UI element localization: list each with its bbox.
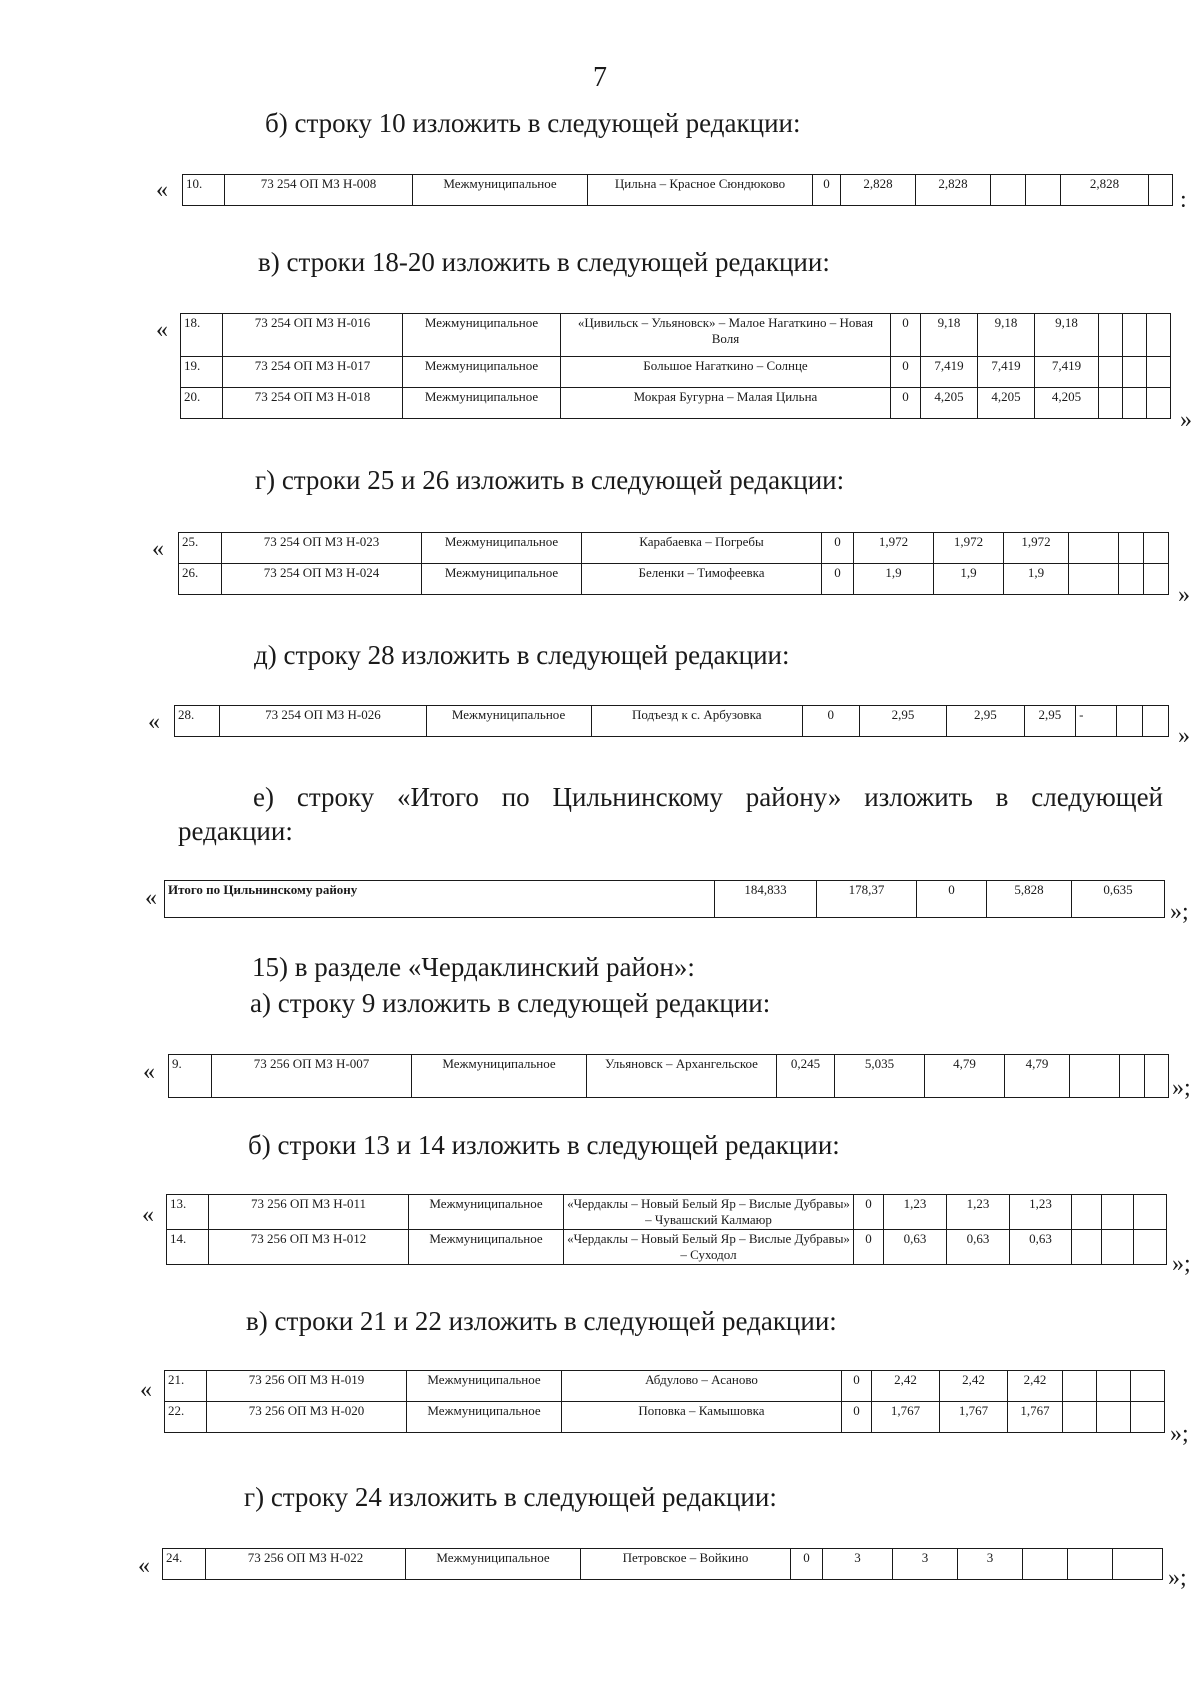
table-row [165, 1402, 1165, 1433]
table-row [167, 1230, 1167, 1265]
value-cell: 3 [958, 1549, 1023, 1580]
value-cell: 4,205 [978, 388, 1035, 419]
value-cell: 2,95 [947, 706, 1024, 737]
table-row [169, 1055, 1169, 1098]
value-cell [1143, 706, 1169, 737]
value-cell: 1,9 [854, 564, 934, 595]
value-cell [1134, 1230, 1167, 1265]
road-type: Межмуниципальное [403, 357, 561, 388]
road-type: Межмуниципальное [412, 1055, 587, 1098]
open-quote: « [140, 1377, 152, 1403]
value-cell: 1,972 [1004, 533, 1069, 564]
table-row [179, 533, 1169, 564]
road-table [168, 1054, 1169, 1098]
section-heading: г) строку 24 изложить в следующей редакции: [244, 1482, 777, 1512]
value-cell: 2,95 [859, 706, 947, 737]
value-cell [1069, 564, 1119, 595]
road-table [166, 1194, 1167, 1265]
value-cell: 0 [891, 314, 921, 357]
road-type: Межмуниципальное [426, 706, 591, 737]
value-cell: 7,419 [921, 357, 978, 388]
table-row [181, 314, 1171, 357]
value-cell: 0,63 [947, 1230, 1010, 1265]
row-number: 24. [163, 1549, 206, 1580]
road-code: 73 254 ОП МЗ Н-017 [223, 357, 403, 388]
value-cell: 7,419 [1035, 357, 1099, 388]
value-cell: 4,205 [1035, 388, 1099, 419]
open-quote: « [142, 1202, 154, 1228]
road-name: Поповка – Камышовка [562, 1402, 842, 1433]
value-cell [1070, 1055, 1120, 1098]
value-cell: 1,972 [854, 533, 934, 564]
page-number: 7 [593, 62, 607, 93]
table-row [165, 1371, 1165, 1402]
total-paragraph [178, 780, 1163, 848]
value-cell: 1,23 [884, 1195, 947, 1230]
total-value: 178,37 [817, 881, 917, 918]
value-cell [1123, 357, 1147, 388]
road-name: Карабаевка – Погребы [582, 533, 822, 564]
value-cell: 0,245 [777, 1055, 835, 1098]
table-row [175, 706, 1169, 737]
value-cell: 0 [791, 1549, 823, 1580]
road-code: 73 254 ОП МЗ Н-024 [222, 564, 422, 595]
value-cell: 1,767 [872, 1402, 940, 1433]
value-cell: 0 [891, 357, 921, 388]
value-cell: 7,419 [978, 357, 1035, 388]
value-cell: 1,23 [1010, 1195, 1072, 1230]
road-code: 73 256 ОП МЗ Н-012 [209, 1230, 409, 1265]
value-cell [1123, 388, 1147, 419]
value-cell [1123, 314, 1147, 357]
value-cell [1063, 1402, 1097, 1433]
value-cell: 1,972 [934, 533, 1004, 564]
close-quote: »; [1170, 1421, 1189, 1447]
row-number: 22. [165, 1402, 207, 1433]
value-cell: 2,42 [940, 1371, 1008, 1402]
value-cell [1147, 388, 1171, 419]
value-cell: 4,79 [1005, 1055, 1070, 1098]
value-cell [1099, 388, 1123, 419]
value-cell [1134, 1195, 1167, 1230]
value-cell [1120, 1055, 1145, 1098]
close-quote: : [1180, 187, 1187, 213]
close-quote: »; [1172, 1075, 1191, 1101]
road-name: Абдулово – Асаново [562, 1371, 842, 1402]
road-type: Межмуниципальное [422, 533, 582, 564]
value-cell [1069, 533, 1119, 564]
total-value: 0 [917, 881, 987, 918]
value-cell [1072, 1195, 1102, 1230]
value-cell: 1,23 [947, 1195, 1010, 1230]
road-name: Петровское – Войкино [581, 1549, 791, 1580]
road-table [178, 532, 1169, 595]
total-value: 0,635 [1072, 881, 1165, 918]
road-name: Беленки – Тимофеевка [582, 564, 822, 595]
open-quote: « [145, 885, 157, 911]
road-type: Межмуниципальное [403, 314, 561, 357]
value-cell: 2,828 [1061, 175, 1149, 206]
value-cell [1119, 564, 1144, 595]
row-number: 26. [179, 564, 222, 595]
section-heading: б) строку 10 изложить в следующей редакции: [265, 108, 801, 138]
road-name: «Чердаклы – Новый Белый Яр – Вислые Дубравы» – Чувашский Калмаюр [564, 1195, 854, 1230]
value-cell: 1,767 [1008, 1402, 1063, 1433]
section-heading: в) строки 21 и 22 изложить в следующей редакции: [246, 1306, 837, 1336]
road-code: 73 254 ОП МЗ Н-018 [223, 388, 403, 419]
value-cell: 1,9 [934, 564, 1004, 595]
table-row [181, 388, 1171, 419]
value-cell: 2,828 [841, 175, 916, 206]
value-cell [1063, 1371, 1097, 1402]
value-cell [1023, 1549, 1068, 1580]
value-cell: 3 [893, 1549, 958, 1580]
open-quote: « [152, 536, 164, 562]
road-table [180, 313, 1171, 419]
value-cell [1144, 564, 1169, 595]
road-type: Межмуниципальное [407, 1402, 562, 1433]
value-cell: 3 [823, 1549, 893, 1580]
value-cell: 0 [802, 706, 859, 737]
road-name: Большое Нагаткино – Солнце [561, 357, 891, 388]
value-cell: 5,035 [835, 1055, 925, 1098]
section-heading: б) строки 13 и 14 изложить в следующей редакции: [248, 1130, 840, 1160]
section-heading: г) строки 25 и 26 изложить в следующей редакции: [255, 465, 845, 495]
value-cell: 0 [854, 1230, 884, 1265]
road-type: Межмуниципальное [407, 1371, 562, 1402]
value-cell [1147, 314, 1171, 357]
value-cell [1102, 1195, 1134, 1230]
value-cell: 0 [822, 564, 854, 595]
road-name: Цильна – Красное Сюндюково [588, 175, 813, 206]
value-cell [1113, 1549, 1163, 1580]
road-table [164, 1370, 1165, 1433]
road-code: 73 256 ОП МЗ Н-019 [207, 1371, 407, 1402]
value-cell [991, 175, 1026, 206]
value-cell: 1,767 [940, 1402, 1008, 1433]
value-cell [1099, 314, 1123, 357]
value-cell [1131, 1371, 1165, 1402]
table-row [181, 357, 1171, 388]
value-cell [1119, 533, 1144, 564]
road-code: 73 256 ОП МЗ Н-022 [206, 1549, 406, 1580]
section-heading: д) строку 28 изложить в следующей редакции: [254, 640, 790, 670]
value-cell: 2,828 [916, 175, 991, 206]
table-row [179, 564, 1169, 595]
road-code: 73 254 ОП МЗ Н-008 [225, 175, 413, 206]
road-code: 73 256 ОП МЗ Н-011 [209, 1195, 409, 1230]
value-cell: 4,205 [921, 388, 978, 419]
value-cell [1097, 1371, 1131, 1402]
value-cell [1147, 357, 1171, 388]
road-name: Ульяновск – Архангельское [587, 1055, 777, 1098]
close-quote: » [1180, 407, 1192, 433]
road-code: 73 256 ОП МЗ Н-007 [212, 1055, 412, 1098]
road-code: 73 254 ОП МЗ Н-026 [220, 706, 426, 737]
value-cell [1145, 1055, 1169, 1098]
value-cell [1072, 1230, 1102, 1265]
row-number: 13. [167, 1195, 209, 1230]
row-number: 21. [165, 1371, 207, 1402]
value-cell [1131, 1402, 1165, 1433]
row-number: 10. [183, 175, 225, 206]
value-cell: 0 [822, 533, 854, 564]
road-name: «Цивильск – Ульяновск» – Малое Нагаткино – Новая Воля [561, 314, 891, 357]
row-number: 20. [181, 388, 223, 419]
value-cell: 0 [813, 175, 841, 206]
table-row [167, 1195, 1167, 1230]
close-quote: »; [1168, 1565, 1187, 1591]
value-cell: 0 [891, 388, 921, 419]
road-name: Мокрая Бугурна – Малая Цильна [561, 388, 891, 419]
section-heading: в) строки 18-20 изложить в следующей редакции: [258, 247, 830, 277]
value-cell: 9,18 [921, 314, 978, 357]
road-type: Межмуниципальное [406, 1549, 581, 1580]
value-cell [1102, 1230, 1134, 1265]
value-cell [1144, 533, 1169, 564]
value-cell: 0 [854, 1195, 884, 1230]
total-label: Итого по Цильнинскому району [165, 881, 715, 918]
row-number: 9. [169, 1055, 212, 1098]
row-number: 25. [179, 533, 222, 564]
value-cell: 0,63 [884, 1230, 947, 1265]
value-cell: - [1076, 706, 1117, 737]
road-type: Межмуниципальное [403, 388, 561, 419]
close-quote: »; [1170, 899, 1189, 925]
row-number: 28. [175, 706, 220, 737]
value-cell: 4,79 [925, 1055, 1005, 1098]
close-quote: »; [1172, 1251, 1191, 1277]
value-cell: 9,18 [978, 314, 1035, 357]
value-cell: 2,95 [1024, 706, 1076, 737]
open-quote: « [156, 317, 168, 343]
road-table [162, 1548, 1163, 1580]
value-cell: 0 [842, 1402, 872, 1433]
road-code: 73 256 ОП МЗ Н-020 [207, 1402, 407, 1433]
total-value: 5,828 [987, 881, 1072, 918]
table-row [183, 175, 1173, 206]
road-name: Подъезд к с. Арбузовка [591, 706, 802, 737]
open-quote: « [143, 1059, 155, 1085]
road-table [182, 174, 1173, 206]
value-cell: 0,63 [1010, 1230, 1072, 1265]
row-number: 18. [181, 314, 223, 357]
value-cell [1068, 1549, 1113, 1580]
paragraph-line: редакции: [178, 816, 293, 846]
open-quote: « [156, 177, 168, 203]
section-heading: а) строку 9 изложить в следующей редакции: [250, 988, 771, 1018]
value-cell: 2,42 [872, 1371, 940, 1402]
value-cell [1117, 706, 1143, 737]
value-cell [1097, 1402, 1131, 1433]
paragraph-line: е) строку «Итого по Цильнинскому району» изложить в следующей [253, 782, 1163, 812]
row-number: 14. [167, 1230, 209, 1265]
close-quote: » [1178, 723, 1190, 749]
close-quote: » [1178, 582, 1190, 608]
open-quote: « [138, 1553, 150, 1579]
table-row [163, 1549, 1163, 1580]
total-value: 184,833 [715, 881, 817, 918]
road-type: Межмуниципальное [422, 564, 582, 595]
road-type: Межмуниципальное [413, 175, 588, 206]
value-cell [1149, 175, 1173, 206]
open-quote: « [148, 709, 160, 735]
value-cell: 0 [842, 1371, 872, 1402]
value-cell: 1,9 [1004, 564, 1069, 595]
road-table [174, 705, 1169, 737]
road-type: Межмуниципальное [409, 1195, 564, 1230]
value-cell [1099, 357, 1123, 388]
total-table [164, 880, 1165, 918]
value-cell [1026, 175, 1061, 206]
road-code: 73 254 ОП МЗ Н-016 [223, 314, 403, 357]
road-type: Межмуниципальное [409, 1230, 564, 1265]
row-number: 19. [181, 357, 223, 388]
road-code: 73 254 ОП МЗ Н-023 [222, 533, 422, 564]
value-cell: 9,18 [1035, 314, 1099, 357]
table-row [165, 881, 1165, 918]
road-name: «Чердаклы – Новый Белый Яр – Вислые Дубравы» – Суходол [564, 1230, 854, 1265]
value-cell: 2,42 [1008, 1371, 1063, 1402]
section-title: 15) в разделе «Чердаклинский район»: [252, 952, 695, 982]
